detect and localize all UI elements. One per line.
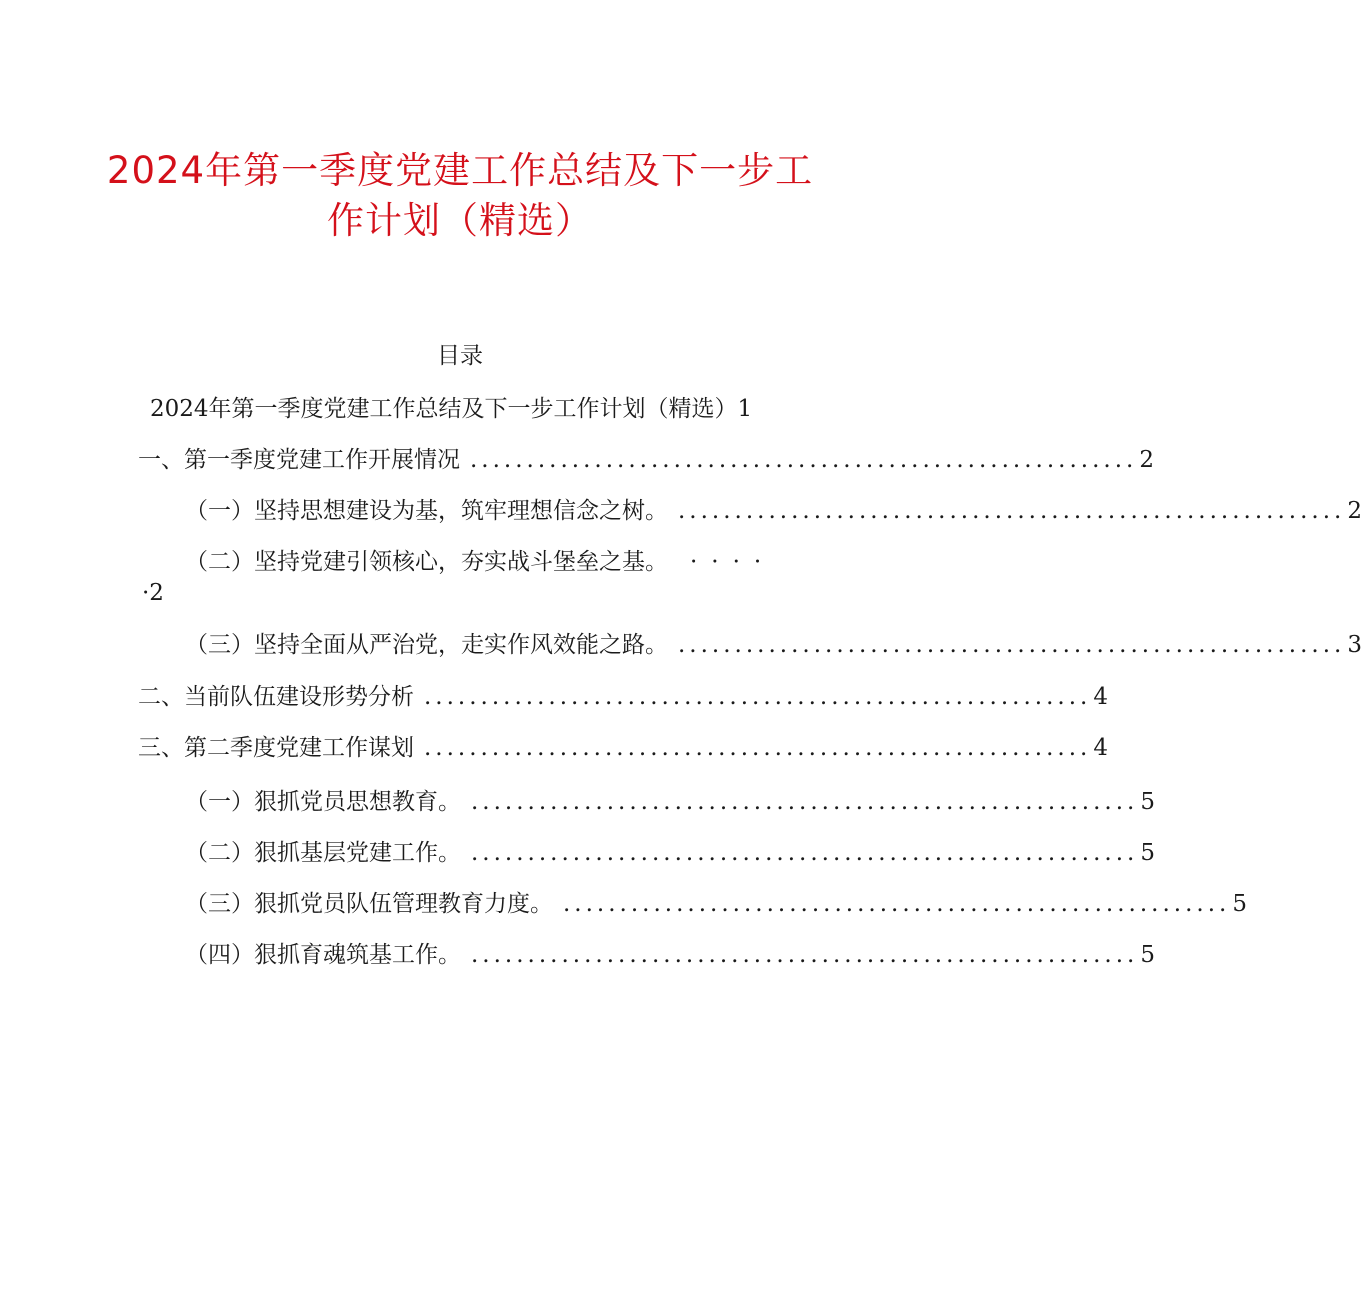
toc-entry-section-3-4[interactable] [185, 938, 1155, 972]
toc-leader-dots: ........................................................... [471, 789, 1139, 815]
toc-leader-dots: ........................................................... [678, 498, 1346, 524]
toc-entry-page: 5 [1140, 789, 1155, 815]
toc-entry-section-1-2[interactable] [185, 545, 778, 579]
toc-entry-section-3-1[interactable] [185, 785, 1155, 819]
toc-leader-dots: ........................................................... [471, 942, 1139, 968]
toc-entry-text: 二、当前队伍建设形势分析 [138, 684, 414, 710]
toc-entry-text: 2024年第一季度党建工作总结及下一步工作计划（精选） [150, 396, 738, 422]
toc-entry-text: （三）狠抓党员队伍管理教育力度。 [185, 891, 553, 917]
toc-entry-section-3[interactable] [138, 731, 1108, 765]
toc-entry-page: 4 [1093, 735, 1108, 761]
toc-leader-dots: ........................................................... [678, 632, 1346, 658]
toc-entry-text: （四）狠抓育魂筑基工作。 [185, 942, 461, 968]
toc-entry-section-1-3[interactable] [185, 628, 1362, 662]
toc-entry-page: 3 [1347, 632, 1362, 658]
toc-leader-dots: ........................................................... [424, 684, 1092, 710]
toc-entry-text: （一）狠抓党员思想教育。 [185, 789, 461, 815]
toc-leader-dots: ···· [690, 549, 776, 575]
toc-leader-dots: ........................................................... [424, 735, 1092, 761]
toc-leader-dots: ........................................................... [471, 840, 1139, 866]
toc-entry-page: 5 [1232, 891, 1247, 917]
toc-entry-page: 5 [1140, 942, 1155, 968]
toc-entry-text: 三、第二季度党建工作谋划 [138, 735, 414, 761]
toc-leader-dots: ........................................................... [563, 891, 1231, 917]
toc-entry-text: （三）坚持全面从严治党，走实作风效能之路。 [185, 632, 668, 658]
toc-entry-section-3-3[interactable] [185, 887, 1247, 921]
toc-entry-section-1-1[interactable] [185, 494, 1362, 528]
toc-entry-section-1[interactable] [138, 443, 1154, 477]
toc-entry-section-2[interactable] [138, 680, 1108, 714]
toc-entry-page: 2 [1139, 447, 1154, 473]
toc-heading: 目录 [437, 343, 483, 369]
toc-entry-page: ·2 [142, 580, 164, 606]
toc-entry-text: （二）坚持党建引领核心，夯实战斗堡垒之基。 [185, 549, 668, 575]
toc-entry-text: （二）狠抓基层党建工作。 [185, 840, 461, 866]
toc-entry-page: 2 [1347, 498, 1362, 524]
toc-entry-section-3-2[interactable] [185, 836, 1155, 870]
document-title-line-2: 作计划（精选） [327, 199, 593, 242]
document-title-line-1: 2024年第一季度党建工作总结及下一步工 [106, 149, 814, 192]
toc-entry-text: （一）坚持思想建设为基，筑牢理想信念之树。 [185, 498, 668, 524]
toc-entry-main-title[interactable] [150, 392, 778, 426]
toc-entry-text: 一、第一季度党建工作开展情况 [138, 447, 460, 473]
toc-entry-page: 4 [1093, 684, 1108, 710]
toc-leader-dots: ........................................................... [470, 447, 1138, 473]
toc-entry-section-1-2-page[interactable] [142, 576, 164, 610]
toc-entry-page: 5 [1140, 840, 1155, 866]
toc-entry-page: 1 [737, 396, 753, 422]
